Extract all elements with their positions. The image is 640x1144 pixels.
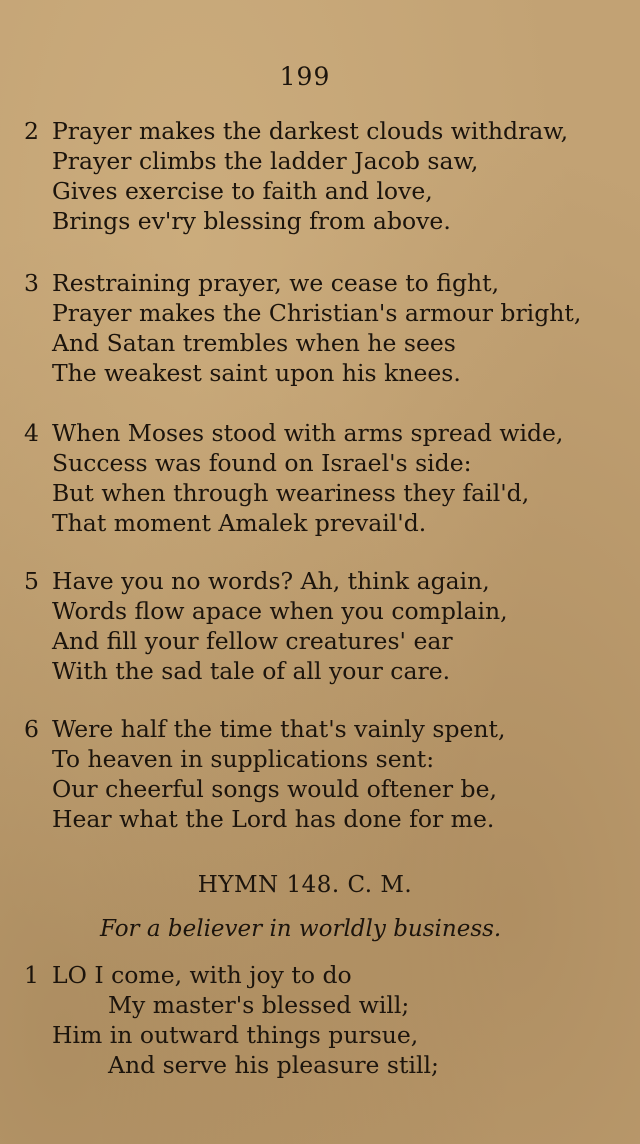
stanza-5 xyxy=(24,566,604,686)
stanza-line: Prayer climbs the ladder Jacob saw, xyxy=(52,147,479,175)
stanza-2 xyxy=(24,116,604,236)
stanza-line xyxy=(24,268,604,298)
stanza-line xyxy=(24,418,604,448)
page-number: 199 xyxy=(279,62,331,91)
stanza-line: And serve his pleasure still; xyxy=(108,1051,439,1079)
stanza-line: That moment Amalek prevail'd. xyxy=(52,509,427,537)
stanza-line: Brings ev'ry blessing from above. xyxy=(52,207,451,235)
hymn-title: HYMN 148. C. M. xyxy=(197,872,413,898)
stanza-3 xyxy=(24,268,604,388)
stanza-4 xyxy=(24,418,604,538)
stanza-line: To heaven in supplications sent: xyxy=(52,745,435,773)
stanza-number: 6 xyxy=(24,715,39,743)
stanza-number: 5 xyxy=(24,567,39,595)
stanza-line: And fill your fellow creatures' ear xyxy=(52,627,453,655)
stanza-number: 2 xyxy=(24,117,39,145)
line-text: When Moses stood with arms spread wide, xyxy=(52,419,564,447)
hymn-subtitle: For a believer in worldly business. xyxy=(100,916,502,942)
stanza-number: 3 xyxy=(24,269,39,297)
line-text: Have you no words? Ah, think again, xyxy=(52,567,490,595)
stanza-line: Our cheerful songs would oftener be, xyxy=(52,775,497,803)
stanza-line: Gives exercise to faith and love, xyxy=(52,177,433,205)
stanza-line xyxy=(24,960,604,990)
stanza-line xyxy=(24,566,604,596)
stanza-6 xyxy=(24,714,604,834)
stanza-line: But when through weariness they fail'd, xyxy=(52,479,530,507)
stanza-line: The weakest saint upon his knees. xyxy=(52,359,461,387)
stanza-line xyxy=(24,714,604,744)
hymn-stanza-1 xyxy=(24,960,604,1080)
stanza-line: Success was found on Israel's side: xyxy=(52,449,472,477)
stanza-line: Words flow apace when you complain, xyxy=(52,597,508,625)
stanza-line: With the sad tale of all your care. xyxy=(52,657,451,685)
stanza-line xyxy=(24,116,604,146)
stanza-number: 1 xyxy=(24,961,39,989)
line-text: Were half the time that's vainly spent, xyxy=(52,715,506,743)
stanza-line: Him in outward things pursue, xyxy=(52,1021,419,1049)
line-text: LO I come, with joy to do xyxy=(52,961,352,989)
line-text: Restraining prayer, we cease to fight, xyxy=(52,269,500,297)
stanza-line: Hear what the Lord has done for me. xyxy=(52,805,495,833)
stanza-line: And Satan trembles when he sees xyxy=(52,329,456,357)
stanza-number: 4 xyxy=(24,419,39,447)
stanza-line: Prayer makes the Christian's armour bright, xyxy=(52,299,582,327)
line-text: Prayer makes the darkest clouds withdraw, xyxy=(52,117,569,145)
stanza-line: My master's blessed will; xyxy=(108,991,410,1019)
